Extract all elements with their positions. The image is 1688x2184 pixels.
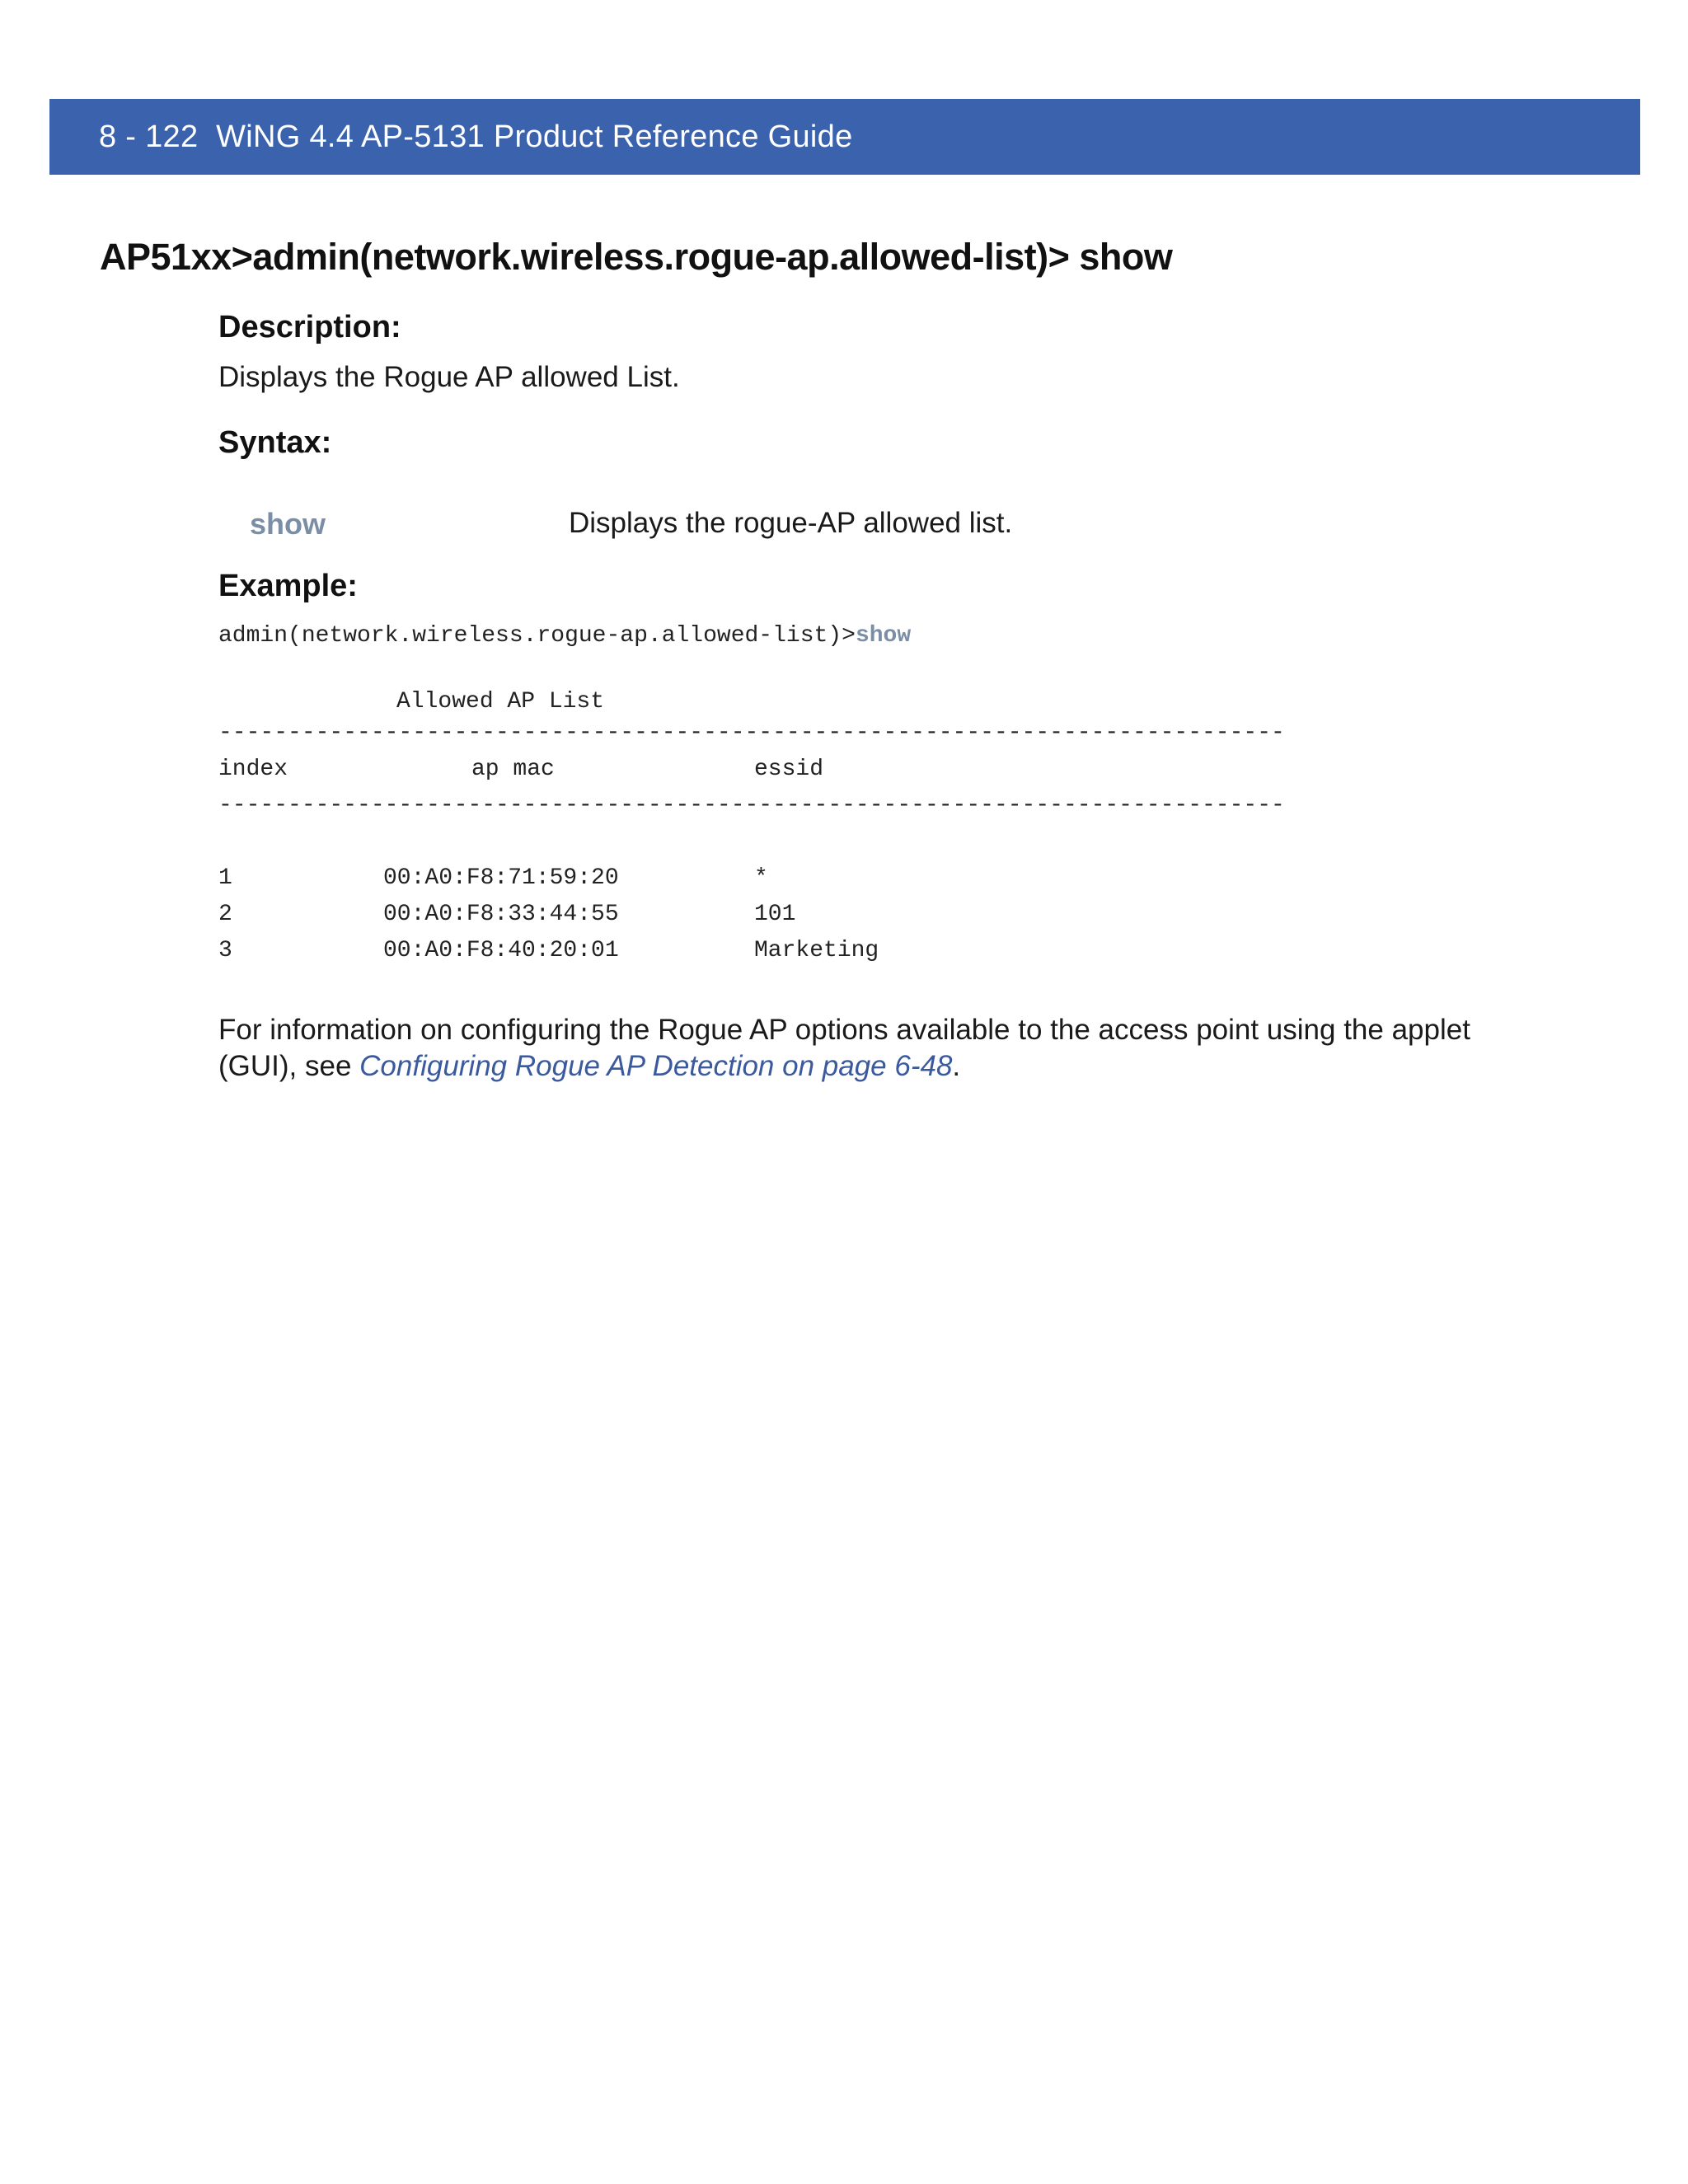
table-row-ap-mac: 00:A0:F8:33:44:55 (383, 902, 619, 927)
reference-text-end: . (952, 1050, 961, 1082)
example-prompt-command: show (855, 623, 912, 649)
syntax-heading: Syntax: (218, 425, 332, 460)
column-header-essid: essid (754, 757, 824, 782)
syntax-keyword: show (250, 507, 326, 541)
reference-text: For information on configuring the Rogue AP options available to the access point using the applet (GUI), see (218, 1014, 1470, 1082)
description-heading: Description: (218, 310, 401, 344)
cross-reference-link[interactable]: Configuring Rogue AP Detection on page 6-48 (359, 1050, 953, 1082)
table-row-essid: * (754, 865, 768, 891)
description-text: Displays the Rogue AP allowed List. (218, 361, 680, 393)
page-header-bar (49, 99, 1640, 175)
command-title: AP51xx>admin(network.wireless.rogue-ap.allowed-list)> show (100, 236, 1173, 278)
column-header-index: index (218, 757, 288, 782)
allowed-list-title: Allowed AP List (396, 689, 605, 715)
guide-title: WiNG 4.4 AP-5131 Product Reference Guide (216, 120, 853, 154)
table-row-essid: Marketing (754, 938, 879, 963)
table-row-essid: 101 (754, 902, 796, 927)
example-heading: Example: (218, 569, 358, 603)
table-row-index: 1 (218, 865, 232, 891)
syntax-keyword-description: Displays the rogue-AP allowed list. (569, 507, 1013, 539)
separator-bottom: ----------------------------------------------------------------------------- (218, 793, 1285, 818)
table-row-ap-mac: 00:A0:F8:71:59:20 (383, 865, 619, 891)
page-number: 8 - 122 (99, 120, 199, 154)
table-row-ap-mac: 00:A0:F8:40:20:01 (383, 938, 619, 963)
example-prompt-line (218, 623, 911, 649)
separator-top: ----------------------------------------------------------------------------- (218, 720, 1285, 746)
example-prompt: admin(network.wireless.rogue-ap.allowed-list)> (218, 623, 856, 649)
table-row-index: 2 (218, 902, 232, 927)
column-header-ap-mac: ap mac (471, 757, 555, 782)
table-row-index: 3 (218, 938, 232, 963)
reference-paragraph (218, 1012, 1545, 1085)
